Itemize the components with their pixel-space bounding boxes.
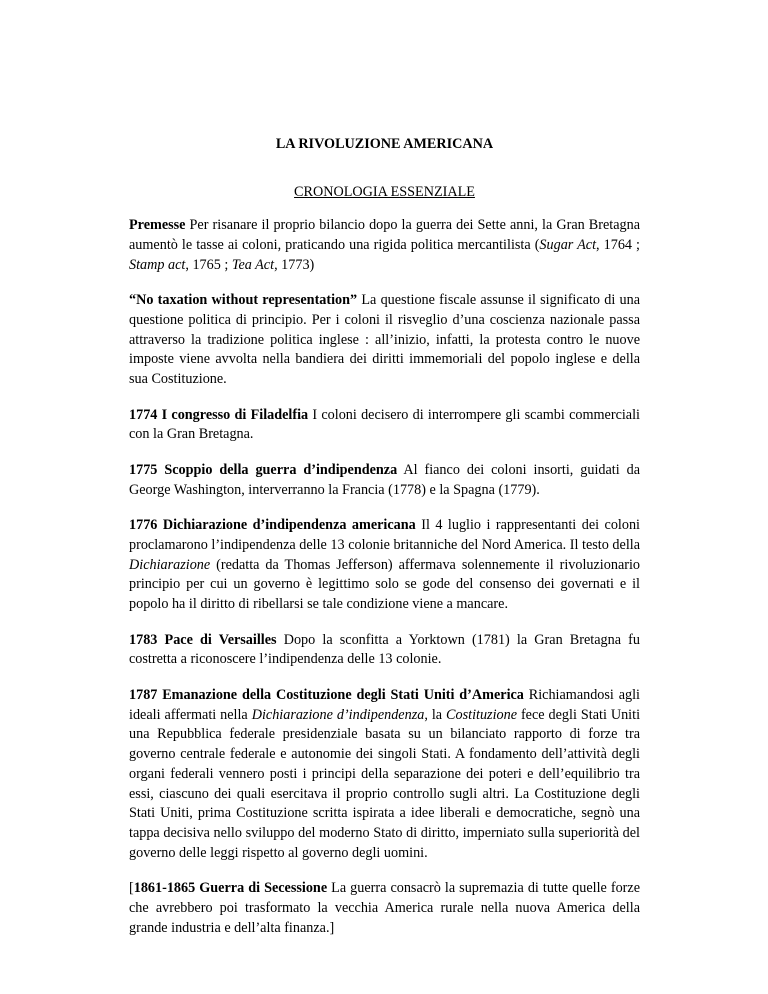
entry-italic-title: Dichiarazione d’indipendenza	[251, 706, 425, 723]
chronology-list	[129, 216, 640, 939]
chronology-entry	[129, 516, 640, 615]
entry-text: La questione fiscale assunse il significato di una questione politica di principio. Per i coloni il risveglio d’una coscienza nazionale passa attraverso la tradizione politica inglese : all’inizio, infatti, la protesta contro le nuove imposte viene avvolta nella bandiera dei diritti immemoriali del popolo inglese e della sua Costituzione.	[129, 291, 640, 388]
entry-heading: 1774 I congresso di Filadelfia	[129, 406, 309, 423]
chronology-entry	[129, 686, 640, 864]
entry-heading: 1776 Dichiarazione d’indipendenza americana	[129, 516, 416, 533]
entry-text: , 1773)	[274, 256, 315, 273]
entry-italic-title: Costituzione	[446, 706, 517, 723]
entry-heading: “No taxation without representation”	[129, 291, 358, 308]
entry-text: fece degli Stati Uniti una Repubblica federale presidenziale basata su un bilanciato rapporto di forze tra governo centrale federale e autonomie dei singoli Stati. A fondamento dell’attività degli organi federali vennero posti i principi della separazione dei poteri e dell’equilibrio tra essi, ciascuno dei quali esercitava il proprio controllo sugli altri. La Costituzione degli Stati Uniti, prima Costituzione scritta ispirata a idee liberali e democratiche, segnò una tappa decisiva nello sviluppo del moderno Stato di diritto, imperniato sulla superiorità del governo delle leggi rispetto al governo degli uomini.	[129, 706, 641, 862]
entry-text: I coloni decisero di interrompere gli scambi commerciali con la Gran Bretagna.	[129, 406, 640, 443]
entry-text: (redatta da Thomas Jefferson) affermava solennemente il rivoluzionario principio per cui un governo è legittimo solo se gode del consenso dei governati e il popolo ha il diritto di ribellarsi se tale condizione viene a mancare.	[129, 556, 640, 613]
entry-text: Richiamandosi agli ideali affermati nella	[129, 686, 640, 723]
entry-bracket: [	[129, 880, 134, 897]
entry-text: Al fianco dei coloni insorti, guidati da George Washington, interverranno la Francia (1778) e la Spagna (1779).	[129, 461, 640, 498]
chronology-entry	[129, 461, 640, 501]
entry-text: , 1765 ;	[185, 256, 232, 273]
entry-heading: 1861-1865 Guerra di Secessione	[133, 880, 328, 897]
entry-italic-title: Dichiarazione	[129, 556, 211, 573]
chronology-entry	[129, 879, 640, 938]
document-title: LA RIVOLUZIONE AMERICANA	[275, 136, 494, 152]
entry-text: , 1764 ;	[596, 236, 640, 253]
entry-text: Il 4 luglio i rappresentanti dei coloni proclamarono l’indipendenza delle 13 colonie britanniche del Nord America. Il testo della	[129, 516, 640, 553]
entry-text: Per risanare il proprio bilancio dopo la guerra dei Sette anni, la Gran Bretagna aumentò le tasse ai coloni, praticando una rigida politica mercantilista (	[129, 217, 640, 253]
entry-heading: 1783 Pace di Versailles	[129, 631, 277, 648]
entry-text: , la	[424, 706, 447, 723]
chronology-entry	[129, 631, 640, 671]
chronology-entry	[129, 291, 640, 390]
entry-text: Dopo la sconfitta a Yorktown (1781) la Gran Bretagna fu costretta a riconoscere l’indipendenza delle 13 colonie.	[129, 631, 640, 668]
entry-italic-title: Sugar Act	[539, 236, 597, 253]
chronology-entry	[129, 406, 640, 446]
entry-italic-title: Stamp act	[129, 256, 186, 273]
entry-heading: Premesse	[129, 217, 186, 233]
entry-text: La guerra consacrò la supremazia di tutte quelle forze che avrebbero poi trasformato la vecchia America rurale nella nuova America della grande industria e dell’alta finanza.]	[129, 880, 640, 937]
chronology-entry	[129, 216, 640, 275]
entry-heading: 1787 Emanazione della Costituzione degli Stati Uniti d’America	[129, 686, 524, 703]
document-page	[129, 108, 640, 954]
entry-heading: 1775 Scoppio della guerra d’indipendenza	[129, 461, 398, 478]
document-subtitle: CRONOLOGIA ESSENZIALE	[294, 184, 475, 200]
entry-italic-title: Tea Act	[231, 256, 275, 273]
